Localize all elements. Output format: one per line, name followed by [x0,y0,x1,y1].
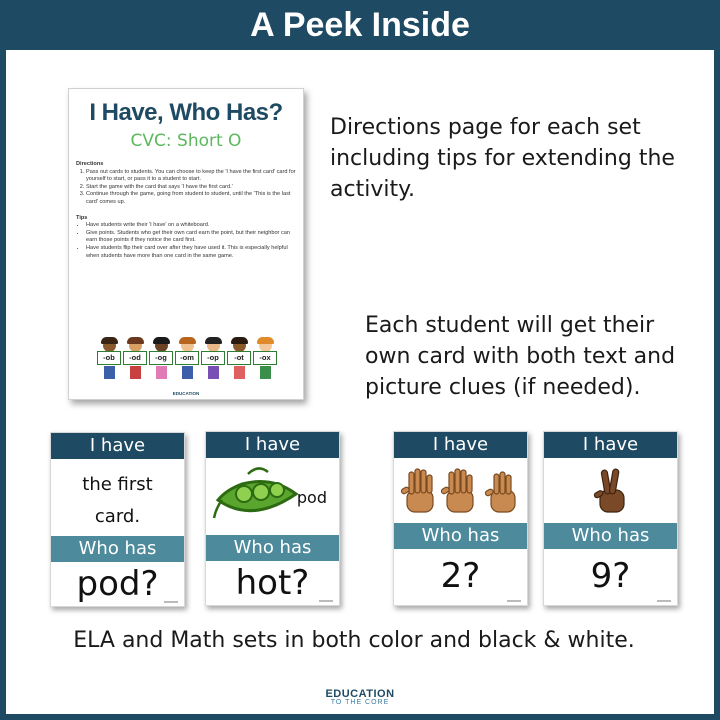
card-i-have-label: I have [394,432,527,458]
logo-sub-text: TO THE CORE [330,699,390,706]
card-answer: hot? [235,563,310,603]
student-card-description: Each student will get their own card with both text and picture clues (if needed). [365,313,676,400]
card-content-text: the first card. [82,474,153,527]
card-who-has-label: Who has [206,535,339,561]
card-answer: 9? [590,556,631,596]
word-sign: -og [149,351,173,365]
pea-pod-icon [212,464,304,520]
kid-figure [123,339,147,381]
directions-item: 3. Continue through the game, going from student to student, until the 'This is the last card' comes up. [86,191,296,206]
kid-figure [149,339,173,381]
card-hands [393,431,528,606]
word-sign: -ox [253,351,277,365]
kid-figure [97,339,121,381]
directions-item: 1. Pass out cards to students. You can choose to keep the 'I have the first card' card for yourself to start, or pass it to a student to start. [86,169,296,184]
three-hands-counting-icon [399,466,524,516]
card-answer: pod? [76,564,159,604]
kid-figure [253,339,277,381]
directions-description: Directions page for each set including tips for extending the activity. [330,115,675,202]
card-pod [205,431,340,606]
word-sign: -om [175,351,199,365]
word-sign: -ot [227,351,251,365]
tips-list [76,222,296,260]
card-i-have-label: I have [206,432,339,458]
tips-item: • Have students write their 'I have' on a whiteboard. [86,222,296,230]
card-who-has-label: Who has [544,523,677,549]
card-answer: 2? [440,556,481,596]
card-i-have-label: I have [544,432,677,458]
card-content-text: pod [296,488,327,507]
tips-item: • Have students flip their card over after they have used it. This is especially helpful when students have more than one card in the same game. [86,245,296,260]
doc-logo: EDUCATION [172,391,200,396]
directions-heading: Directions [76,161,104,167]
card-who-has-label: Who has [51,536,184,562]
directions-list [76,169,296,207]
directions-item: 2. Start the game with the card that says 'I have the first card.' [86,184,296,192]
doc-title: I Have, Who Has? [89,99,283,126]
directions-page-preview [68,88,304,400]
kids-illustration [97,339,277,389]
page-title: A Peek Inside [0,0,720,50]
card-i-have-label: I have [51,433,184,459]
word-sign: -op [201,351,225,365]
tips-item: • Give points. Students who get their own card earn the point, but their neighbor can earn those points if they notice the card first. [86,230,296,245]
hand-two-fingers-icon [592,466,632,516]
word-sign: -od [123,351,147,365]
brand-logo [0,688,720,706]
sets-description: ELA and Math sets in both color and black & white. [73,628,635,653]
tips-heading: Tips [76,214,88,221]
word-sign: -ob [97,351,121,365]
kid-figure [175,339,199,381]
card-two-fingers [543,431,678,606]
card-first [50,432,185,607]
card-who-has-label: Who has [394,523,527,549]
kid-figure [227,339,251,381]
kid-figure [201,339,225,381]
doc-subtitle: CVC: Short O [130,131,242,151]
doc-body [69,151,303,260]
logo-main-text: EDUCATION [325,688,395,700]
